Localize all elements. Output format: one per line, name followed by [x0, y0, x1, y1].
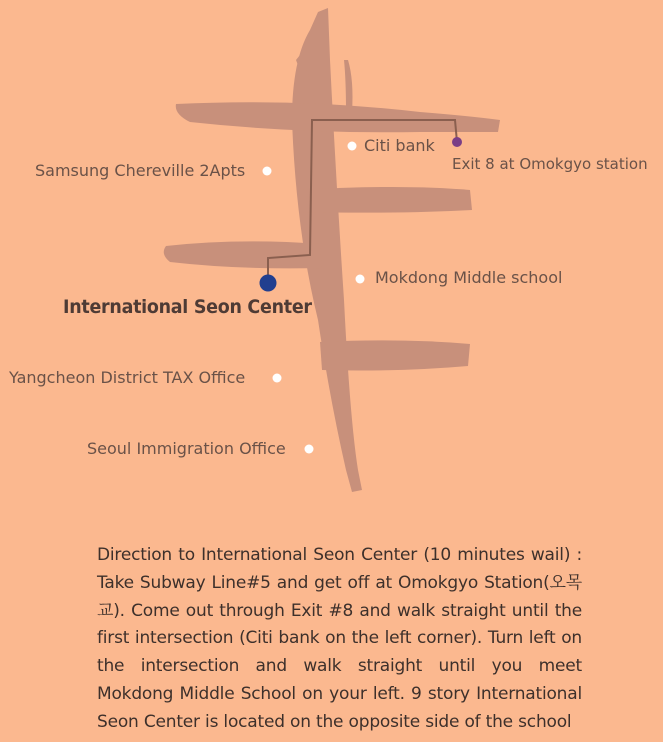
label-citi-bank: Citi bank — [364, 136, 435, 155]
citi-dot — [348, 142, 357, 151]
cross-street-2 — [300, 187, 472, 213]
samsung-dot — [263, 167, 272, 176]
label-immigration: Seoul Immigration Office — [87, 439, 286, 458]
immigration-dot — [305, 445, 314, 454]
label-samsung: Samsung Chereville 2Apts — [35, 161, 246, 180]
yangcheon-dot — [273, 374, 282, 383]
destination-marker — [260, 275, 277, 292]
top-spike-right — [344, 60, 353, 112]
label-mokdong: Mokdong Middle school — [375, 268, 563, 287]
cross-street-4 — [320, 340, 470, 370]
label-yangcheon: Yangcheon District TAX Office — [9, 368, 246, 387]
directions-text: Direction to International Seon Center (10 minutes wail) : Take Subway Line#5 and get off at Omokgyo Station(오목교). Come out through Exit #8 and walk straight until the first intersection (Citi bank on the left corner). Turn left on the intersection and walk straight until you meet Mokdong Middle School on your left. 9 story International Seon Center is located on the opposite side of the school — [97, 545, 582, 732]
destination-label: International Seon Center — [63, 296, 312, 318]
label-exit8: Exit 8 at Omokgyo station — [452, 155, 648, 173]
cross-street-1 — [176, 102, 500, 132]
mokdong-dot — [356, 275, 365, 284]
exit8-marker — [452, 137, 462, 147]
